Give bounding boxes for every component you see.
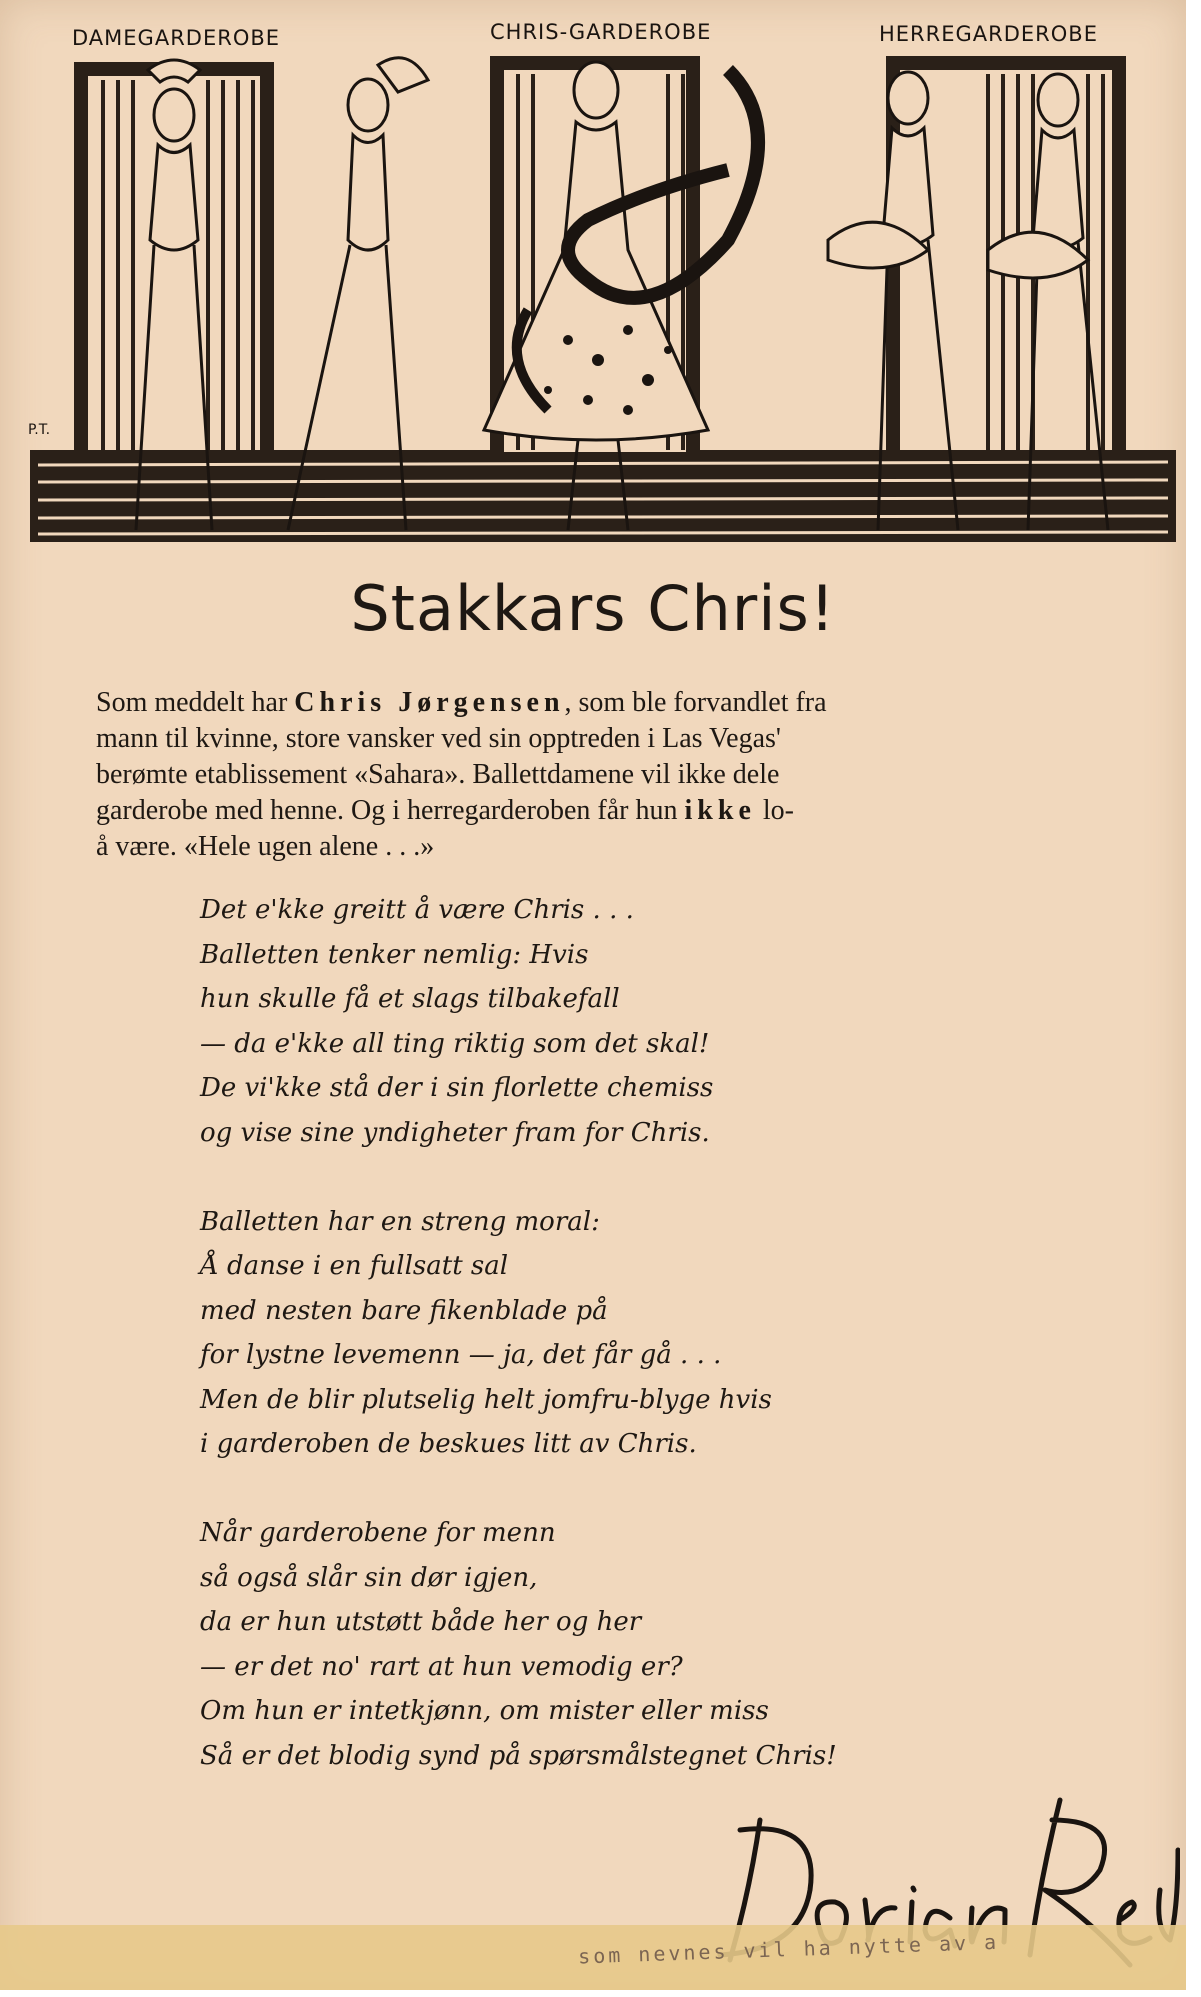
intro-line: mann til kvinne, store vansker ved sin opptreden i Las Vegas' (96, 723, 781, 754)
label-herregarderobe: HERREGARDEROBE (879, 22, 1098, 46)
poem-line: Å danse i en fullsatt sal (200, 1251, 509, 1281)
intro-line: berømte etablissement «Sahara». Ballettdamene vil ikke dele (96, 759, 780, 790)
article-title: Stakkars Chris! (350, 572, 836, 645)
intro-line: å være. «Hele ugen alene . . .» (96, 831, 435, 862)
artist-initials: P.T. (28, 422, 51, 438)
poem-line: Når garderobene for menn (200, 1518, 556, 1548)
poem-line: hun skulle få et slags tilbakefall (200, 984, 620, 1014)
poem-line: og vise sine yndigheter fram for Chris. (200, 1117, 710, 1148)
intro-line: Som meddelt har Chris Jørgensen, som ble forvandlet fra (96, 687, 827, 718)
poem-line: Men de blir plutselig helt jomfru-blyge hvis (200, 1384, 772, 1415)
cartoon-illustration (28, 10, 1178, 545)
poem-line: — da e'kke all ting riktig som det skal! (200, 1028, 710, 1059)
poem-line: Om hun er intetkjønn, om mister eller miss (200, 1696, 769, 1726)
cartoon-drawing (28, 10, 1178, 545)
intro-paragraph (96, 685, 1174, 865)
ikke-emphasis: ikke (684, 795, 756, 826)
poem-line: — er det no' rart at hun vemodig er? (200, 1651, 683, 1682)
poem-stanza-3 (200, 1511, 1100, 1778)
poem-line: så også slår sin dør igjen, (200, 1562, 538, 1593)
poem (200, 888, 1100, 1778)
bleed-through-text: som nevnes vil ha nytte av a (577, 1929, 1000, 1969)
poem-line: i garderoben de beskues litt av Chris. (200, 1429, 697, 1459)
poem-line: Det e'kke greitt å være Chris . . . (200, 895, 634, 925)
poem-line: Balletten har en streng moral: (200, 1206, 600, 1237)
poem-line: med nesten bare fikenblade på (200, 1295, 608, 1326)
poem-stanza-2 (200, 1200, 1100, 1467)
poem-line: De vi'kke stå der i sin florlette chemiss (200, 1073, 714, 1103)
name-emphasis: Chris Jørgensen (294, 687, 565, 718)
poem-line: Balletten tenker nemlig: Hvis (200, 939, 589, 970)
label-damegarderobe: DAMEGARDEROBE (72, 26, 281, 50)
intro-line: garderobe med henne. Og i herregarderoben får hun ikke lo- (96, 795, 794, 826)
poem-line: Så er det blodig synd på spørsmålstegnet Chris! (200, 1740, 837, 1771)
poem-stanza-1 (200, 888, 1100, 1155)
poem-line: da er hun utstøtt både her og her (200, 1607, 642, 1637)
label-chris-garderobe: CHRIS-GARDEROBE (490, 20, 712, 44)
poem-line: for lystne levemenn — ja, det får gå . . . (200, 1340, 722, 1370)
